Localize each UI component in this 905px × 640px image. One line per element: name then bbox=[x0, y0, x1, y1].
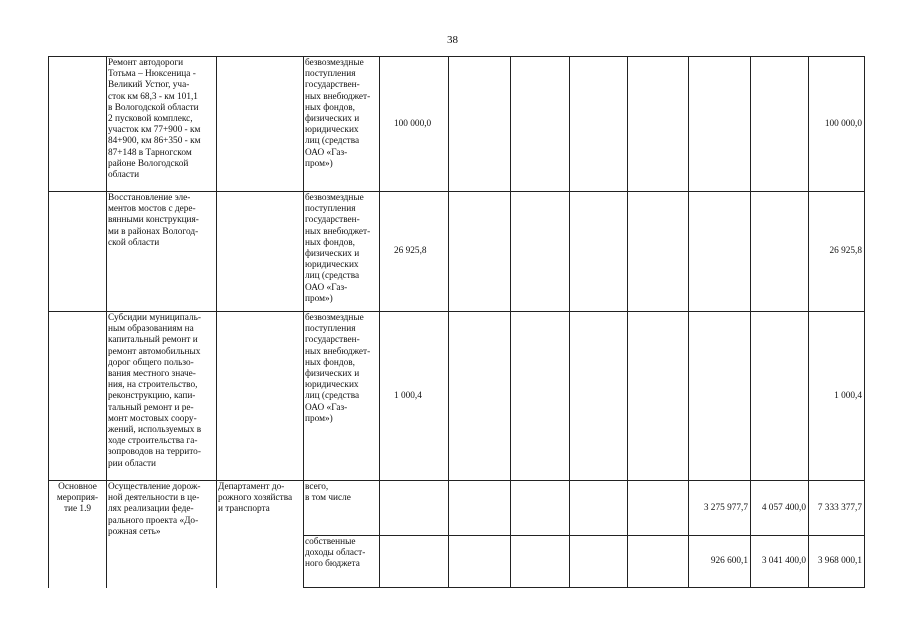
row-value-2025 bbox=[751, 312, 809, 481]
row-value-2019: 1 000,4 bbox=[380, 312, 449, 481]
row-source: безвозмездные поступления государствен- ных внебюджет- ных фондов, физических и юридических лиц (средства ОАО «Газ- пром») bbox=[304, 312, 380, 481]
empty-cell bbox=[570, 57, 628, 192]
row-value-2024: 3 275 977,7 bbox=[689, 481, 751, 536]
empty-cell bbox=[511, 57, 570, 192]
empty-cell bbox=[628, 312, 689, 481]
row-value-2024 bbox=[689, 57, 751, 192]
empty-cell bbox=[511, 536, 570, 588]
table-row bbox=[49, 312, 865, 481]
row-total: 3 968 000,1 bbox=[809, 536, 865, 588]
budget-table bbox=[48, 56, 865, 588]
empty-cell bbox=[449, 192, 511, 312]
row-value-2019: 100 000,0 bbox=[380, 57, 449, 192]
row-executor bbox=[217, 312, 304, 481]
empty-cell bbox=[570, 192, 628, 312]
row-total: 26 925,8 bbox=[809, 192, 865, 312]
row-name: Восстановление эле- ментов мостов с дере- вянными конструкция- ми в районах Вологод- ской области bbox=[107, 192, 217, 312]
row-value-2019 bbox=[380, 536, 449, 588]
row-value-2024 bbox=[689, 312, 751, 481]
empty-cell bbox=[628, 192, 689, 312]
row-executor bbox=[217, 192, 304, 312]
row-code: Основное мероприя- тие 1.9 bbox=[49, 481, 107, 588]
row-value-2019 bbox=[380, 481, 449, 536]
row-name: Субсидии муниципаль- ным образованиям на капитальный ремонт и ремонт автомобильных дорог общего пользо- вания местного значе- ния, на строительство, реконструкцию, капи- тальный ремонт и ре- монт мостовых соору- жений, используемых в ходе строительства га- зопроводов на террито- рии области bbox=[107, 312, 217, 481]
row-value-2025 bbox=[751, 57, 809, 192]
row-name: Ремонт автодороги Тотьма – Нюксеница - Великий Устюг, уча- сток км 68,3 - км 101,1 в Вологодской области 2 пусковой комплекс, участок км 77+900 - км 84+900, км 86+350 - км 87+148 в Тарногском районе Вологодской области bbox=[107, 57, 217, 192]
empty-cell bbox=[511, 192, 570, 312]
empty-cell bbox=[628, 481, 689, 536]
row-value-2024: 926 600,1 bbox=[689, 536, 751, 588]
empty-cell bbox=[449, 536, 511, 588]
empty-cell bbox=[511, 481, 570, 536]
row-source: собственные доходы област- ного бюджета bbox=[304, 536, 380, 588]
empty-cell bbox=[449, 57, 511, 192]
empty-cell bbox=[570, 536, 628, 588]
row-source: безвозмездные поступления государствен- ных внебюджет- ных фондов, физических и юридических лиц (средства ОАО «Газ- пром») bbox=[304, 192, 380, 312]
empty-cell bbox=[449, 481, 511, 536]
empty-cell bbox=[511, 312, 570, 481]
row-code bbox=[49, 57, 107, 192]
empty-cell bbox=[628, 57, 689, 192]
row-value-2019: 26 925,8 bbox=[380, 192, 449, 312]
empty-cell bbox=[570, 312, 628, 481]
table-row bbox=[49, 481, 865, 536]
row-total: 1 000,4 bbox=[809, 312, 865, 481]
row-value-2025: 3 041 400,0 bbox=[751, 536, 809, 588]
row-total: 7 333 377,7 bbox=[809, 481, 865, 536]
row-value-2024 bbox=[689, 192, 751, 312]
page-number: 38 bbox=[447, 34, 458, 46]
row-source: безвозмездные поступления государствен- ных внебюджет- ных фондов, физических и юридических лиц (средства ОАО «Газ- пром») bbox=[304, 57, 380, 192]
row-code bbox=[49, 192, 107, 312]
row-value-2025 bbox=[751, 192, 809, 312]
row-executor: Департамент до- рожного хозяйства и транспорта bbox=[217, 481, 304, 588]
row-total: 100 000,0 bbox=[809, 57, 865, 192]
row-name: Осуществление дорож- ной деятельности в це- лях реализации феде- рального проекта «До- рожная сеть» bbox=[107, 481, 217, 588]
table-row bbox=[49, 57, 865, 192]
row-executor bbox=[217, 57, 304, 192]
row-value-2025: 4 057 400,0 bbox=[751, 481, 809, 536]
empty-cell bbox=[570, 481, 628, 536]
row-source: всего, в том числе bbox=[304, 481, 380, 536]
row-code bbox=[49, 312, 107, 481]
empty-cell bbox=[449, 312, 511, 481]
empty-cell bbox=[628, 536, 689, 588]
table-row bbox=[49, 192, 865, 312]
